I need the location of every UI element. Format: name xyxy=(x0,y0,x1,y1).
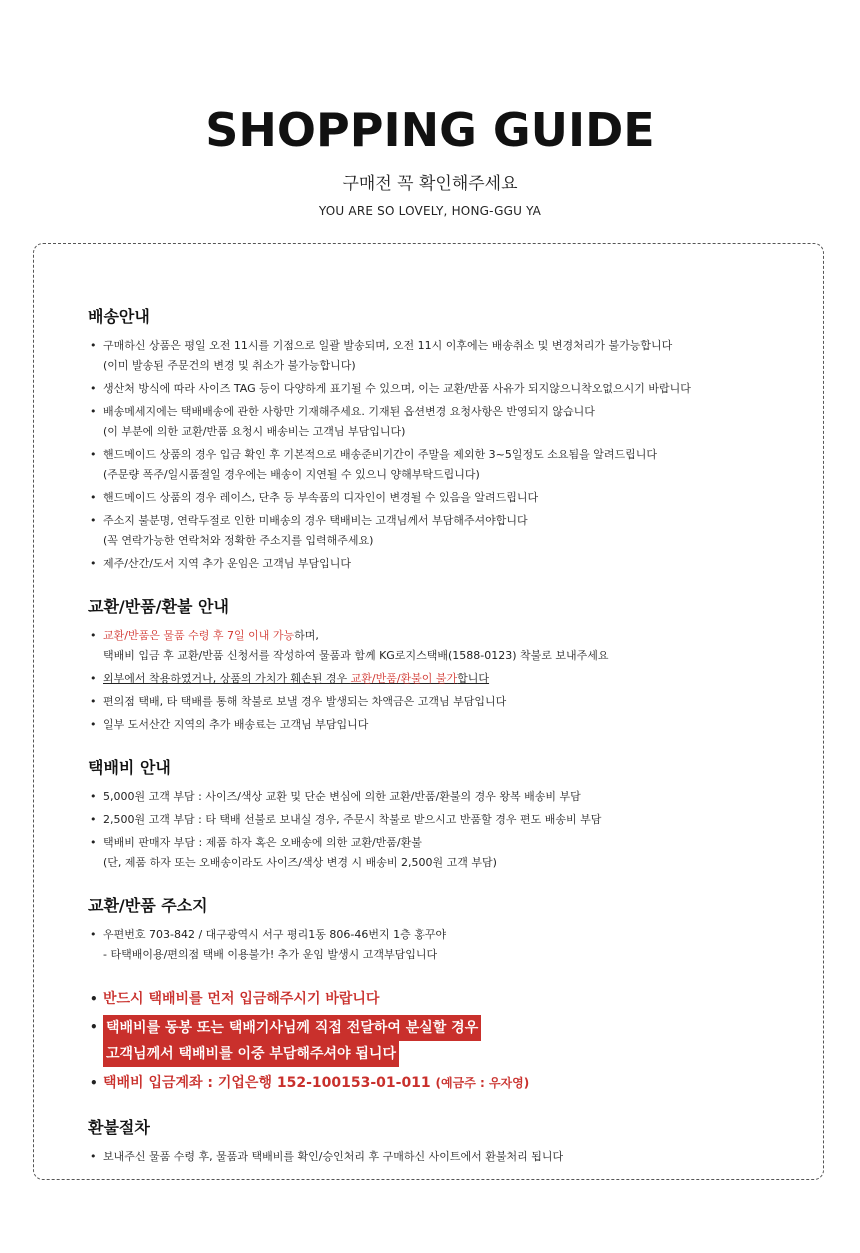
fee-heading: 택배비 안내 xyxy=(88,758,171,777)
fee-section xyxy=(88,757,788,873)
exchange-impossible-text: 교환/반품/환불이 불가 xyxy=(350,672,458,685)
list-item xyxy=(88,715,788,735)
item-text: 하며, xyxy=(294,629,319,642)
shipping-list xyxy=(88,336,788,574)
list-item xyxy=(88,787,788,807)
item-text: 핸드메이드 상품의 경우 입금 확인 후 기본적으로 배송준비기간이 주말을 제외한 3~5일정도 소요됨을 알려드립니다 xyxy=(103,448,657,461)
list-item xyxy=(88,402,788,442)
item-sub: (주문량 폭주/일시품절일 경우에는 배송이 지연될 수 있으니 양해부탁드립니다) xyxy=(103,468,480,481)
notice-highlight: 고객님께서 택배비를 이중 부담해주셔야 됩니다 xyxy=(103,1041,399,1067)
address-note: - 타택배이용/편의점 택배 이용불가! 추가 운임 발생시 고객부담입니다 xyxy=(103,948,438,961)
account-text: 택배비 입금계좌 : 기업은행 152-100153-01-011 xyxy=(103,1075,436,1091)
notice-text: 반드시 택배비를 먼저 입금해주시기 바랍니다 xyxy=(103,991,380,1007)
list-item xyxy=(88,554,788,574)
page-title: SHOPPING GUIDE xyxy=(205,103,655,157)
guide-content xyxy=(88,306,788,1189)
item-sub: (꼭 연락가능한 연락처와 정확한 주소지를 입력해주세요) xyxy=(103,534,374,547)
list-item xyxy=(88,810,788,830)
notice-item xyxy=(88,1071,788,1095)
account-holder: (예금주 : 우자영) xyxy=(435,1076,530,1090)
item-text: 제주/산간/도서 지역 추가 운임은 고객님 부담입니다 xyxy=(103,557,352,570)
item-sub: (이 부분에 의한 교환/반품 요청시 배송비는 고객님 부담입니다) xyxy=(103,425,406,438)
list-item xyxy=(88,669,788,689)
item-text: 핸드메이드 상품의 경우 레이스, 단추 등 부속품의 디자인이 변경될 수 있음을 알려드립니다 xyxy=(103,491,539,504)
item-text: 일부 도서산간 지역의 추가 배송료는 고객님 부담입니다 xyxy=(103,718,369,731)
list-item xyxy=(88,833,788,873)
list-item xyxy=(88,692,788,712)
list-item xyxy=(88,626,788,666)
address-text: 우편번호 703-842 / 대구광역시 서구 평리1동 806-46번지 1층 홍꾸야 xyxy=(103,928,447,941)
exchange-period-text: 교환/반품은 물품 수령 후 7일 이내 가능 xyxy=(103,629,295,642)
exchange-heading: 교환/반품/환불 안내 xyxy=(88,597,229,616)
list-item xyxy=(88,925,788,965)
item-sub: (이미 발송된 주문건의 변경 및 취소가 불가능합니다) xyxy=(103,359,356,372)
item-text: 외부에서 착용하였거나, 상품의 가치가 훼손된 경우 xyxy=(103,672,351,685)
list-item xyxy=(88,445,788,485)
list-item xyxy=(88,511,788,551)
shipping-heading: 배송안내 xyxy=(88,307,150,326)
refund-heading: 환불절차 xyxy=(88,1118,150,1137)
list-item xyxy=(88,336,788,376)
item-text: 택배비 판매자 부담 : 제품 하자 혹은 오배송에 의한 교환/반품/환불 xyxy=(103,836,422,849)
notice-item xyxy=(88,987,788,1011)
notice-list xyxy=(88,987,788,1095)
item-text: 주소지 불분명, 연락두절로 인한 미배송의 경우 택배비는 고객님께서 부담해주셔야합니다 xyxy=(103,514,528,527)
exchange-section xyxy=(88,596,788,735)
shipping-section xyxy=(88,306,788,574)
item-text: 5,000원 고객 부담 : 사이즈/색상 교환 및 단순 변심에 의한 교환/반품/환불의 경우 왕복 배송비 부담 xyxy=(103,790,581,803)
address-section xyxy=(88,895,788,965)
page-tagline: YOU ARE SO LOVELY, HONG-GGU YA xyxy=(318,204,542,218)
list-item xyxy=(88,488,788,508)
notice-item xyxy=(88,1015,788,1067)
item-text: 배송메세지에는 택배배송에 관한 사항만 기재해주세요. 기재된 옵션변경 요청사항은 반영되지 않습니다 xyxy=(103,405,595,418)
refund-section xyxy=(88,1117,788,1167)
item-text: 편의점 택배, 타 택배를 통해 착불로 보낼 경우 발생되는 차액금은 고객님 부담입니다 xyxy=(103,695,507,708)
address-heading: 교환/반품 주소지 xyxy=(88,896,208,915)
item-text: 생산처 방식에 따라 사이즈 TAG 등이 다양하게 표기될 수 있으며, 이는 교환/반품 사유가 되지않으니착오없으시기 바랍니다 xyxy=(103,382,691,395)
notice-highlight: 택배비를 동봉 또는 택배기사님께 직접 전달하여 분실할 경우 xyxy=(103,1015,481,1041)
exchange-list xyxy=(88,626,788,735)
address-list xyxy=(88,925,788,965)
item-sub: (단, 제품 하자 또는 오배송이라도 사이즈/색상 변경 시 배송비 2,500원 고객 부담) xyxy=(103,856,497,869)
list-item xyxy=(88,1147,788,1167)
refund-list xyxy=(88,1147,788,1167)
item-text: 보내주신 물품 수령 후, 물품과 택배비를 확인/승인처리 후 구매하신 사이트에서 환불처리 됩니다 xyxy=(103,1150,564,1163)
notice-section xyxy=(88,987,788,1095)
item-text: 2,500원 고객 부담 : 타 택배 선불로 보내실 경우, 주문시 착불로 받으시고 반품할 경우 편도 배송비 부담 xyxy=(103,813,602,826)
item-text: 구매하신 상품은 평일 오전 11시를 기점으로 일괄 발송되며, 오전 11시 이후에는 배송취소 및 변경처리가 불가능합니다 xyxy=(103,339,673,352)
item-text: 합니다 xyxy=(457,672,490,685)
item-sub: 택배비 입금 후 교환/반품 신청서를 작성하여 물품과 함께 KG로지스택배(1588-0123) 착불로 보내주세요 xyxy=(103,649,609,662)
page-header xyxy=(0,100,860,220)
fee-list xyxy=(88,787,788,873)
list-item xyxy=(88,379,788,399)
page-subtitle: 구매전 꼭 확인해주세요 xyxy=(342,174,518,194)
